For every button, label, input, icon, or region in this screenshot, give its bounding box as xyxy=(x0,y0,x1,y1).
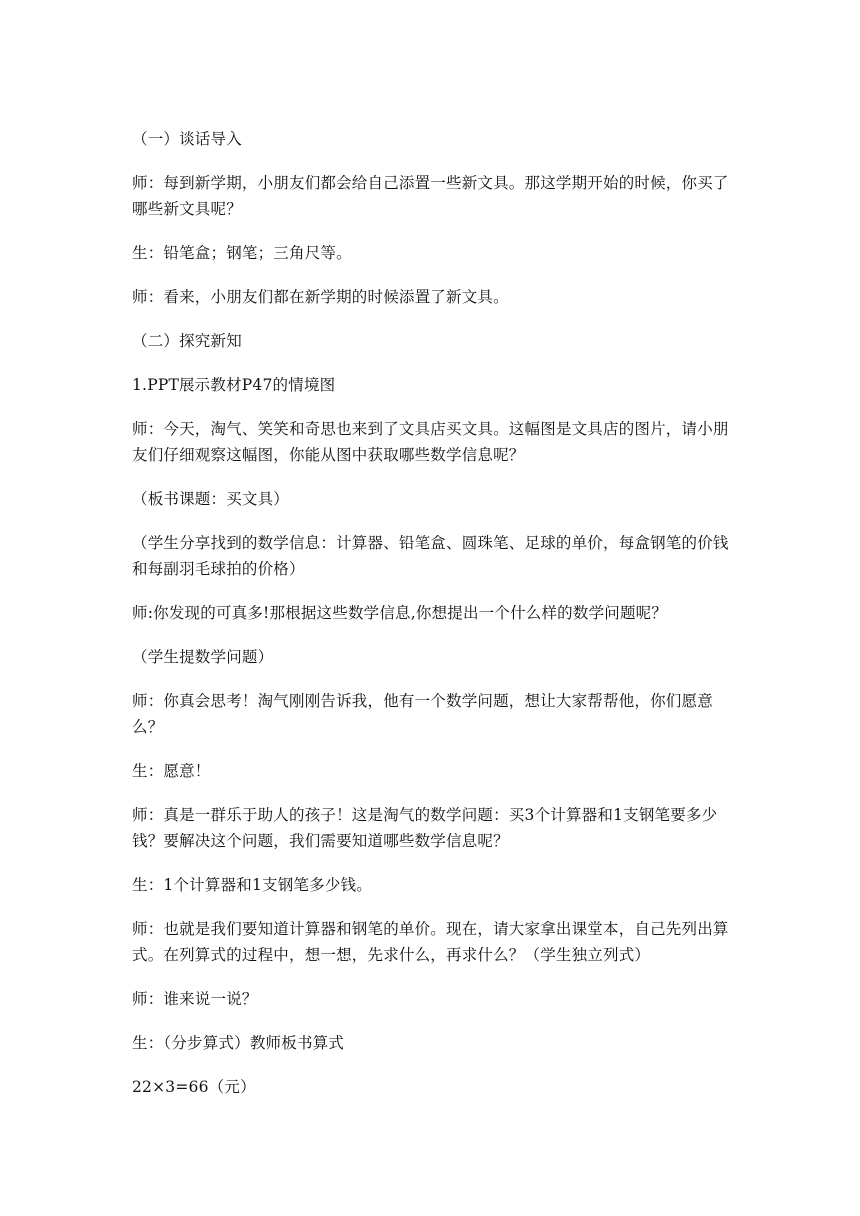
paragraph-teacher-scene: 师：今天，淘气、笑笑和奇思也来到了文具店买文具。这幅图是文具店的图片，请小朋友们仔细观察这幅图，你能从图中获取哪些数学信息呢？ xyxy=(132,420,729,464)
paragraph-student-info: 生：1个计算器和1支钢笔多少钱。 xyxy=(132,876,372,894)
document-page xyxy=(132,126,732,1100)
paragraph-teacher-problem: 师：真是一群乐于助人的孩子！这是淘气的数学问题：买3个计算器和1支钢笔要多少钱？要解决这个问题，我们需要知道哪些数学信息呢？ xyxy=(132,806,718,850)
paragraph-student-willing: 生：愿意！ xyxy=(132,762,211,780)
section-heading-intro: （一）谈话导入 xyxy=(132,130,242,148)
section-heading-explore: （二）探究新知 xyxy=(132,332,242,350)
paragraph-student-share: （学生分享找到的数学信息：计算器、铅笔盒、圆珠笔、足球的单价，每盒钢笔的价钱和每副羽毛球拍的价格） xyxy=(132,534,729,578)
paragraph-ppt-step: 1.PPT展示教材P47的情境图 xyxy=(132,376,336,394)
paragraph-board-title: （板书课题：买文具） xyxy=(132,490,290,508)
paragraph-teacher-ask: 师：谁来说一说？ xyxy=(132,990,258,1008)
paragraph-teacher-summary: 师：看来，小朋友们都在新学期的时候添置了新文具。 xyxy=(132,288,509,306)
paragraph-student-propose: （学生提数学问题） xyxy=(132,648,274,666)
paragraph-teacher-intro: 师：每到新学期，小朋友们都会给自己添置一些新文具。那这学期开始的时候，你买了哪些新文具呢？ xyxy=(132,174,729,218)
paragraph-teacher-praise: 师：你真会思考！淘气刚刚告诉我，他有一个数学问题，想让大家帮帮他，你们愿意么？ xyxy=(132,692,713,736)
paragraph-teacher-instruct: 师：也就是我们要知道计算器和钢笔的单价。现在，请大家拿出课堂本，自己先列出算式。在列算式的过程中，想一想，先求什么，再求什么？（学生独立列式） xyxy=(132,920,729,964)
paragraph-student-steps: 生：（分步算式）教师板书算式 xyxy=(132,1034,345,1052)
paragraph-equation: 22×3=66（元） xyxy=(132,1078,256,1096)
paragraph-teacher-question: 师:你发现的可真多!那根据这些数学信息,你想提出一个什么样的数学问题呢？ xyxy=(132,604,668,622)
paragraph-student-answer: 生：铅笔盒；钢笔；三角尺等。 xyxy=(132,244,352,262)
